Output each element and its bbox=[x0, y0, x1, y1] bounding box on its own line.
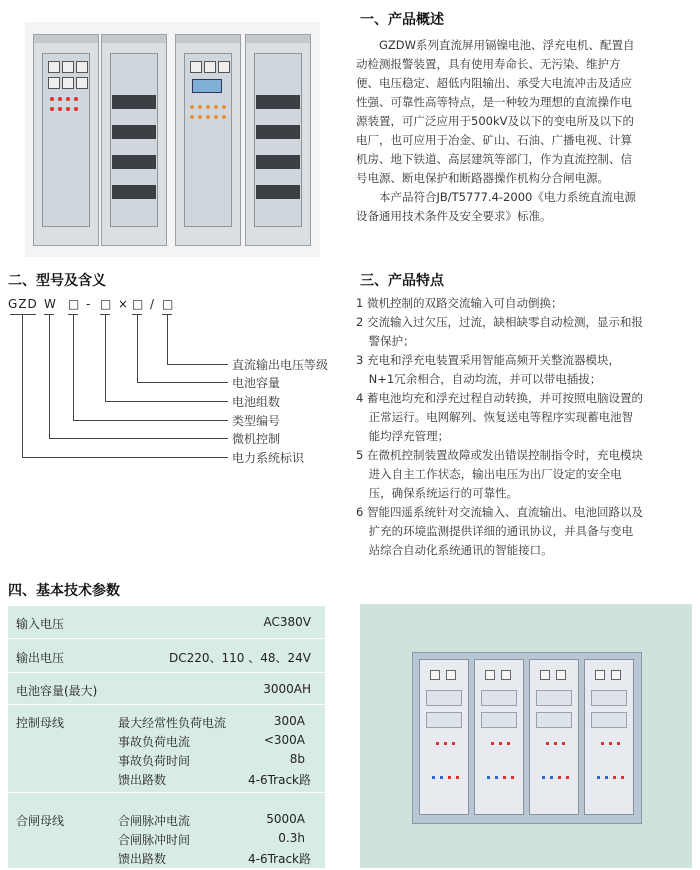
param-name: 输出电压 bbox=[16, 651, 65, 665]
param-value: 3000AH bbox=[263, 682, 311, 696]
cabinet bbox=[245, 34, 311, 246]
overview-line: 号电源、断电保护和断路器操作机构分合闸电源。 bbox=[356, 171, 609, 185]
model-code-part: □ bbox=[162, 297, 175, 311]
cabinet-photo-2 bbox=[360, 604, 692, 868]
cabinet bbox=[419, 659, 469, 815]
param-value: DC220、110 、48、24V bbox=[169, 651, 311, 665]
params-title: 四、基本技术参数 bbox=[8, 583, 120, 599]
features-title: 三、产品特点 bbox=[360, 273, 444, 289]
feature-line: 3 充电和浮充电装置采用智能高频开关整流器模块， bbox=[356, 353, 620, 367]
feature-line: 警保护； bbox=[368, 334, 415, 348]
cabinet-photo bbox=[25, 22, 320, 257]
cabinet bbox=[584, 659, 634, 815]
overview-body bbox=[356, 36, 690, 226]
model-label-capacity: 电池容量 bbox=[232, 376, 281, 390]
overview-line: 源装置，可广泛应用于500kV及以下的变电所及以下的 bbox=[356, 114, 634, 128]
param-sub: 馈出路数 bbox=[118, 852, 167, 866]
model-code-part: □ bbox=[132, 297, 145, 311]
model-code-part: □ bbox=[100, 297, 113, 311]
param-value: 5000A bbox=[266, 812, 305, 826]
model-label-voltage: 直流输出电压等级 bbox=[232, 358, 329, 372]
overview-line: 性强、可靠性高等特点，是一种较为理想的直流操作电 bbox=[356, 95, 632, 109]
overview-line: GZDW系列直流屏用镉镍电池、浮充电机、配置自 bbox=[379, 38, 635, 52]
feature-line: N+1冗余相合，自动均流，并可以带电插拔； bbox=[368, 372, 602, 386]
feature-line: 站综合自动化系统通讯的智能接口。 bbox=[368, 543, 553, 557]
feature-line: 5 在微机控制装置故障或发出错误控制指令时，充电模块 bbox=[356, 448, 643, 462]
param-sub: 合闸脉冲时间 bbox=[118, 833, 191, 847]
feature-line: 正常运行。电网解列、恢复送电等程序实现蓄电池智 bbox=[368, 410, 634, 424]
param-name: 合闸母线 bbox=[16, 814, 65, 828]
overview-line: 便、电压稳定、超低内阻输出、承受大电流冲击及适应 bbox=[356, 76, 632, 90]
model-label-groups: 电池组数 bbox=[232, 395, 281, 409]
feature-line: 能均浮充管理； bbox=[368, 429, 450, 443]
overview-line: 机房、地下铁道、高层建筑等部门，作为直流控制、信 bbox=[356, 152, 632, 166]
model-label-type: 类型编号 bbox=[232, 414, 281, 428]
param-value: 4-6Track路 bbox=[247, 852, 311, 866]
model-label-micro: 微机控制 bbox=[232, 432, 281, 446]
param-value: 8b bbox=[289, 752, 305, 766]
model-code-part: / bbox=[150, 297, 156, 311]
param-sub: 事故负荷电流 bbox=[118, 735, 191, 749]
model-label-system: 电力系统标识 bbox=[232, 451, 305, 465]
cabinet bbox=[175, 34, 241, 246]
param-name: 电池容量(最大) bbox=[16, 684, 98, 698]
feature-line: 4 蓄电池均充和浮充过程自动转换，并可按照电脑设置的 bbox=[356, 391, 643, 405]
overview-line: 设备通用技术条件及安全要求》标准。 bbox=[356, 209, 552, 223]
model-code-part: □ bbox=[68, 297, 81, 311]
cabinet bbox=[101, 34, 167, 246]
features-body bbox=[356, 294, 690, 560]
cabinet bbox=[529, 659, 579, 815]
param-name: 控制母线 bbox=[16, 716, 65, 730]
cabinet bbox=[474, 659, 524, 815]
param-value: <300A bbox=[263, 733, 305, 747]
cabinet-row bbox=[412, 652, 642, 824]
params-table bbox=[8, 606, 325, 868]
feature-line: 2 交流输入过欠压，过流，缺相缺零自动检测，显示和报 bbox=[356, 315, 643, 329]
model-code-part: - bbox=[86, 297, 92, 311]
feature-line: 1 微机控制的双路交流输入可自动倒换； bbox=[356, 296, 563, 310]
overview-line: 电厂，也可应用于冶金、矿山、石油、广播电视、计算 bbox=[356, 133, 632, 147]
overview-line: 动检测报警装置，具有使用寿命长、无污染、维护方 bbox=[356, 57, 621, 71]
param-sub: 合闸脉冲电流 bbox=[118, 814, 191, 828]
param-value: 4-6Track路 bbox=[247, 773, 311, 787]
feature-line: 进入自主工作状态，输出电压为出厂设定的安全电 bbox=[368, 467, 622, 481]
cabinet bbox=[33, 34, 99, 246]
model-code-part: × bbox=[118, 297, 130, 311]
feature-line: 压，确保系统运行的可靠性。 bbox=[368, 486, 519, 500]
feature-line: 扩充的环境监测提供详细的通讯协议，并具备与变电 bbox=[368, 524, 634, 538]
param-sub: 最大经常性负荷电流 bbox=[118, 716, 227, 730]
feature-line: 6 智能四遥系统针对交流输入、直流输出、电池回路以及 bbox=[356, 505, 643, 519]
param-sub: 事故负荷时间 bbox=[118, 754, 191, 768]
param-sub: 馈出路数 bbox=[118, 773, 167, 787]
model-code-part: GZD bbox=[8, 297, 38, 311]
model-code-part: W bbox=[44, 297, 57, 311]
param-value: 0.3h bbox=[278, 831, 305, 845]
param-value: AC380V bbox=[263, 615, 311, 629]
model-title: 二、型号及含义 bbox=[8, 273, 106, 289]
overview-title: 一、产品概述 bbox=[360, 12, 444, 28]
param-value: 300A bbox=[273, 714, 305, 728]
param-name: 输入电压 bbox=[16, 617, 65, 631]
overview-line: 本产品符合JB/T5777.4-2000《电力系统直流电源 bbox=[379, 190, 636, 204]
